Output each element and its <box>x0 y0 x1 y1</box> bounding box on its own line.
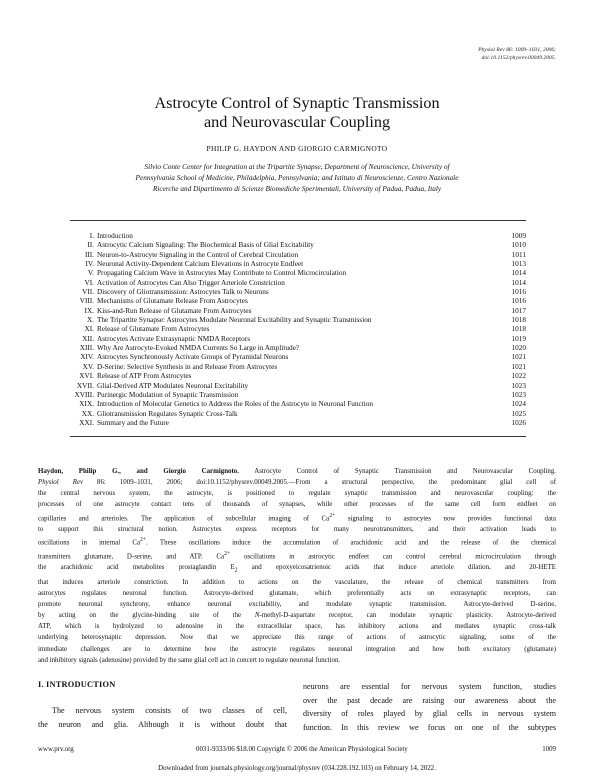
toc-entry-page: 1018 <box>511 316 526 325</box>
toc-entry-number: XIII. <box>79 344 94 353</box>
toc-entry[interactable] <box>70 419 526 428</box>
toc-entry-number: IX. <box>84 306 94 315</box>
affiliation-line: Silvio Conte Center for Integration at the Tripartite Synapse, Department of Neuroscience, University of <box>144 162 450 171</box>
toc-entry-number: VII. <box>82 288 94 297</box>
toc-entry-title: D-Serine: Selective Synthesis in and Release From Astrocytes <box>97 362 278 371</box>
abstract-line: and inhibitory signals (adenosine) provided by the same glial cell act in concert to regulate neuronal function. <box>38 656 341 664</box>
abstract <box>38 466 556 666</box>
page-number: 1009 <box>542 746 556 753</box>
toc-entry-page: 1024 <box>511 400 526 409</box>
abstract-text: the arachidonic acid metabolites prostaglandin E <box>38 564 235 572</box>
toc-entry-title: Introduction of Molecular Genetics to Address the Roles of the Astrocyte in Neuronal Function <box>97 400 374 409</box>
toc-entry[interactable] <box>70 325 526 334</box>
toc-entry-title: Activation of Astrocytes Can Also Trigger Arteriole Constriction <box>97 278 285 287</box>
toc-entry[interactable] <box>70 316 526 325</box>
toc-entry-number: XX. <box>81 409 94 418</box>
affiliation-line: Ricerche and Dipartimento di Scienze Biomediche Sperimentali, University of Padua, Padua, Italy <box>152 184 442 194</box>
italic-text: N <box>254 612 260 620</box>
toc-entry-number: VI. <box>84 278 94 287</box>
body-line: function. In this review we focus on one of the subtypes <box>303 723 556 733</box>
toc-entry-page: 1025 <box>511 409 526 418</box>
toc-entry-number: I. <box>89 232 94 240</box>
toc-entry[interactable] <box>70 372 526 381</box>
download-notice: Downloaded from journals.physiology.org/journal/physrev (034.228.192.103) on February 14, 2022. <box>158 765 436 772</box>
affiliation-line: Pennsylvania School of Medicine, Philadelphia, Pennsylvania; and Istituto di Neuroscienze, Centro Nazionale <box>135 173 459 183</box>
toc-entry-number: XVI. <box>79 372 94 381</box>
abstract-lead-authors: Haydon, Philip G., and Giorgio Carmignoto. <box>38 468 239 475</box>
toc-entry-number: XII. <box>82 334 94 343</box>
abstract-line: promote neuronal synchrony, enhance neuronal excitability, and modulate synaptic transmission. Astrocyte-derived D-serine, <box>38 600 556 608</box>
toc-entry-title: Release of ATP From Astrocytes <box>97 372 192 381</box>
journal-website-link[interactable]: www.prv.org <box>38 746 74 753</box>
journal-name: Physiol Rev <box>38 479 84 487</box>
abstract-text: and epoxyeicosatrienoic acids that induce arteriole dilation, and 20-HETE <box>237 564 556 572</box>
abstract-text: transmitters glutamate, D-serine, and ATP. Ca <box>38 552 225 560</box>
abstract-line: ATP, which is hydrolyzed to adenosine in the extracellular space, has inhibitory actions and mediates synaptic cross-talk <box>38 623 556 631</box>
article-title <box>0 94 594 132</box>
toc-top-rule <box>70 220 526 221</box>
toc-entry-page: 1021 <box>511 353 526 362</box>
abstract-text: . These oscillations induce the accumulation of arachidonic acid and the release of the chemical <box>146 539 556 547</box>
abstract-line: astrocytes regulates neuronal function. Astrocyte-derived glutamate, which preferentially acts on extrasynaptic receptors, can <box>38 589 556 597</box>
body-line: over the past decade are raising our awareness about the <box>303 695 556 705</box>
toc-entry[interactable] <box>70 260 526 269</box>
abstract-text: oscillations in internal Ca <box>38 539 141 547</box>
toc-entry[interactable] <box>70 232 526 241</box>
toc-entry[interactable] <box>70 363 526 372</box>
toc-entry-page: 1016 <box>511 288 526 297</box>
toc-entry-number: XVIII. <box>74 390 94 399</box>
title-line: and Neurovascular Coupling <box>203 113 391 131</box>
toc-entry[interactable] <box>70 307 526 316</box>
title-line: Astrocyte Control of Synaptic Transmission <box>154 94 440 112</box>
toc-entry-page: 1026 <box>511 418 526 427</box>
superscript: 2+ <box>224 550 231 557</box>
journal-citation <box>316 46 556 62</box>
toc-entry-title: Astrocytes Synchronously Activate Groups of Pyramidal Neurons <box>97 353 289 362</box>
toc-entry[interactable] <box>70 297 526 306</box>
toc-entry-page: 1017 <box>511 306 526 315</box>
toc-entry[interactable] <box>70 382 526 391</box>
abstract-line: the central nervous system, the astrocyte, is positioned to regulate synaptic transmission and neurovascular coupling: the <box>38 490 556 498</box>
toc-entry-title: Introduction <box>97 232 133 240</box>
toc-entry-page: 1021 <box>511 362 526 371</box>
abstract-line: that induces arteriole constriction. In addition to actions on the vasculature, the release of chemical transmitters from <box>38 578 556 586</box>
toc-entry[interactable] <box>70 344 526 353</box>
abstract-text: oscillations in astrocytic endfeet can control cerebral microcirculation through <box>230 552 556 560</box>
toc-entry-page: 1018 <box>511 325 526 334</box>
toc-entry-page: 1016 <box>511 297 526 306</box>
abstract-line: underlying heterosynaptic depression. Now that we appreciate this range of actions of astrocytic signaling, some of the <box>38 634 556 642</box>
copyright-line: 0031-9333/06 $18.00 Copyright © 2006 the American Physiological Society <box>196 746 408 753</box>
body-column-right <box>303 680 556 735</box>
toc-entry-title: Mechanisms of Glutamate Release From Astrocytes <box>97 297 248 306</box>
toc-entry[interactable] <box>70 400 526 409</box>
toc-entry-title: Neuron-to-Astrocyte Signaling in the Control of Cerebral Circulation <box>97 250 299 259</box>
toc-entry-page: 1009 <box>511 232 526 240</box>
toc-entry-page: 1022 <box>511 372 526 381</box>
toc-entry-page: 1020 <box>511 344 526 353</box>
toc-entry-title: Discovery of Gliotransmission: Astrocytes Talk to Neurons <box>97 288 269 297</box>
section-heading: I. INTRODUCTION <box>38 680 116 689</box>
superscript: 2+ <box>140 537 147 544</box>
toc-entry[interactable] <box>70 335 526 344</box>
toc-entry-number: XIX. <box>79 400 94 409</box>
subscript: 2 <box>234 567 238 574</box>
body-line: neurons are essential for nervous system function, studies <box>303 682 556 691</box>
toc-entry-page: 1023 <box>511 390 526 399</box>
toc-entry-page: 1019 <box>511 334 526 343</box>
abstract-text: capillaries and arterioles. The application of subcellular imaging of Ca <box>38 514 330 522</box>
toc-entry[interactable] <box>70 241 526 250</box>
toc-bottom-rule <box>70 436 526 437</box>
abstract-line: immediate challenges are to determine how the astrocyte regulates neuronal integration and how both excitatory (glutamate) <box>38 645 556 653</box>
citation-doi: doi:10.1152/physrev.00049.2005. <box>481 55 556 61</box>
abstract-text: -methyl-D-aspartate receptor, can modulate synaptic plasticity. Astrocyte-derived <box>259 612 556 620</box>
abstract-text: by acting on the glycine-binding site of the <box>38 612 255 620</box>
toc-entry-title: Purinergic Modulation of Synaptic Transmission <box>97 390 239 399</box>
toc-entry-title: Propagating Calcium Wave in Astrocytes May Contribute to Control Microcirculation <box>97 269 347 278</box>
toc-entry-title: Why Are Astrocyte-Evoked NMDA Currents So Large in Amplitude? <box>97 344 300 353</box>
table-of-contents <box>70 232 526 428</box>
superscript: 2+ <box>329 512 336 519</box>
body-line: diversity of roles played by glial cells in nervous system <box>303 709 556 719</box>
toc-entry-title: Astrocytic Calcium Signaling: The Biochemical Basis of Glial Excitability <box>97 241 314 250</box>
toc-entry-number: III. <box>84 250 94 259</box>
toc-entry-title: Neuronal Activity-Dependent Calcium Elevations in Astrocyte Endfeet <box>97 260 304 269</box>
toc-entry-title: Kiss-and-Run Release of Glutamate From Astrocytes <box>97 306 252 315</box>
abstract-text: Astrocyte Control of Synaptic Transmission and Neurovascular Coupling. <box>238 468 556 475</box>
toc-entry-title: Summary and the Future <box>97 418 169 427</box>
toc-entry-title: Astrocytes Activate Extrasynaptic NMDA Receptors <box>97 334 251 343</box>
toc-entry-number: V. <box>87 269 94 278</box>
toc-entry[interactable] <box>70 410 526 419</box>
toc-entry-title: Gliotransmission Regulates Synaptic Cross-Talk <box>97 409 238 418</box>
toc-entry-page: 1013 <box>511 260 526 269</box>
toc-entry[interactable] <box>70 288 526 297</box>
citation-line: Physiol Rev 86: 1009–1031, 2006; <box>478 47 556 53</box>
toc-entry-number: VIII. <box>79 297 94 306</box>
toc-entry-page: 1014 <box>511 278 526 287</box>
toc-entry-page: 1011 <box>511 250 526 259</box>
author-list: PHILIP G. HAYDON AND GIORGIO CARMIGNOTO <box>206 144 388 153</box>
toc-entry-number: XXI. <box>79 418 94 427</box>
toc-entry-title: Glial-Derived ATP Modulates Neuronal Excitability <box>97 381 249 390</box>
toc-entry[interactable] <box>70 251 526 260</box>
toc-entry-number: II. <box>87 241 94 250</box>
toc-entry[interactable] <box>70 269 526 278</box>
body-column-left <box>38 704 287 731</box>
toc-entry-number: XI. <box>84 325 94 334</box>
toc-entry-number: XIV. <box>80 353 94 362</box>
body-line: The nervous system consists of two classes of cell, <box>52 706 287 715</box>
abstract-text: 86: 1009–1031, 2006; doi:10.1152/physrev.00049.2005.—From a structural perspective, the predominant glial cell of <box>83 479 556 487</box>
toc-entry[interactable] <box>70 353 526 362</box>
toc-entry[interactable] <box>70 391 526 400</box>
body-line: the neuron and glia. Although it is without doubt that <box>38 719 287 729</box>
abstract-line: processes of one astrocyte contact tens of thousands of synapses, while other processes of the same cell form endfeet on <box>38 501 556 509</box>
abstract-line: to support this structural notion. Astrocytes express receptors for many neurotransmitters, and their activation leads to <box>38 526 556 534</box>
toc-entry-title: The Tripartite Synapse: Astrocytes Modulate Neuronal Excitability and Synaptic Transmission <box>97 316 372 325</box>
toc-entry-number: XV. <box>82 362 94 371</box>
toc-entry-number: X. <box>86 316 94 325</box>
toc-entry-title: Release of Glutamate From Astrocytes <box>97 325 210 334</box>
toc-entry-number: XVII. <box>76 381 94 390</box>
affiliation <box>54 161 540 195</box>
toc-entry-page: 1014 <box>511 269 526 278</box>
abstract-text: signaling to astrocytes now provides functional data <box>335 514 556 522</box>
toc-entry[interactable] <box>70 279 526 288</box>
toc-entry-number: IV. <box>85 260 94 269</box>
toc-entry-page: 1023 <box>511 381 526 390</box>
toc-entry-page: 1010 <box>511 241 526 250</box>
